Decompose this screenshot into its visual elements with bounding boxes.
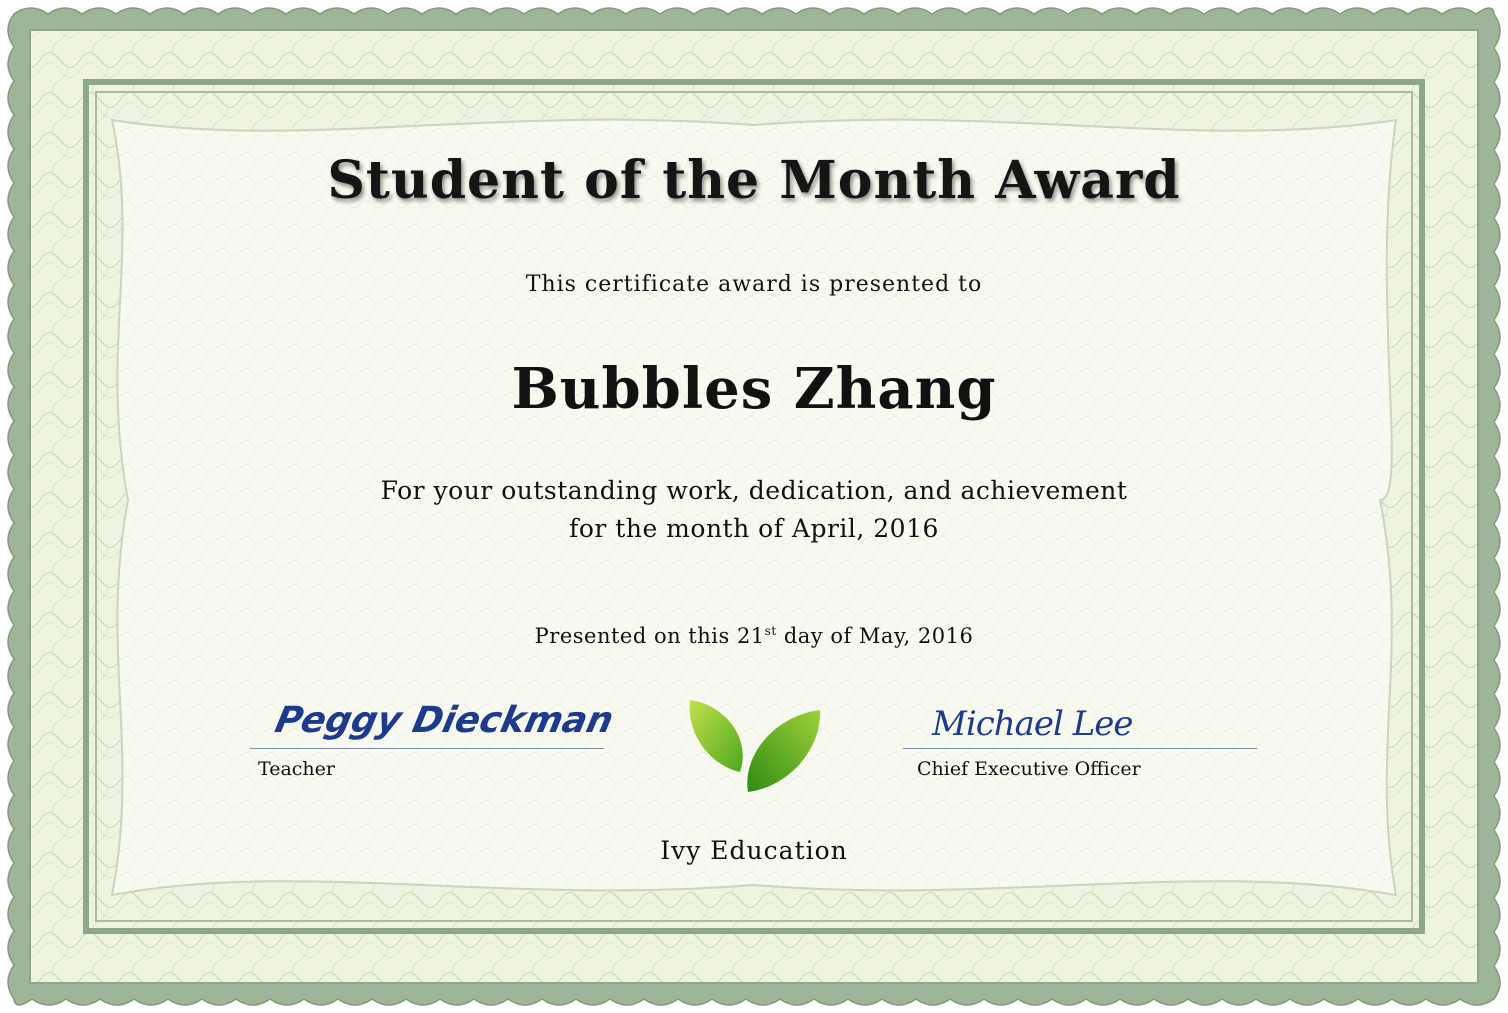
teacher-signature-line <box>250 748 604 749</box>
award-reason-line-2: for the month of April, 2016 <box>569 514 939 543</box>
presentation-date-prefix: Presented on this 21 <box>534 624 765 648</box>
ceo-signature-line <box>903 748 1257 749</box>
ceo-signature: Michael Lee <box>932 704 1133 744</box>
presentation-date-suffix: day of May, 2016 <box>776 624 974 648</box>
teacher-role-label: Teacher <box>258 758 335 780</box>
presented-to-text: This certificate award is presented to <box>525 272 983 297</box>
ceo-role-label: Chief Executive Officer <box>917 758 1141 780</box>
recipient-name: Bubbles Zhang <box>511 356 997 422</box>
two-green-leaves-icon <box>682 696 826 796</box>
presentation-date-ordinal: st <box>764 624 777 638</box>
presentation-date <box>0 624 1508 648</box>
certificate-title: Student of the Month Award <box>327 150 1181 211</box>
organization-name: Ivy Education <box>660 836 848 865</box>
teacher-signature: Peggy Dieckman <box>271 700 618 741</box>
award-reason-line-1: For your outstanding work, dedication, and achievement <box>380 476 1128 505</box>
